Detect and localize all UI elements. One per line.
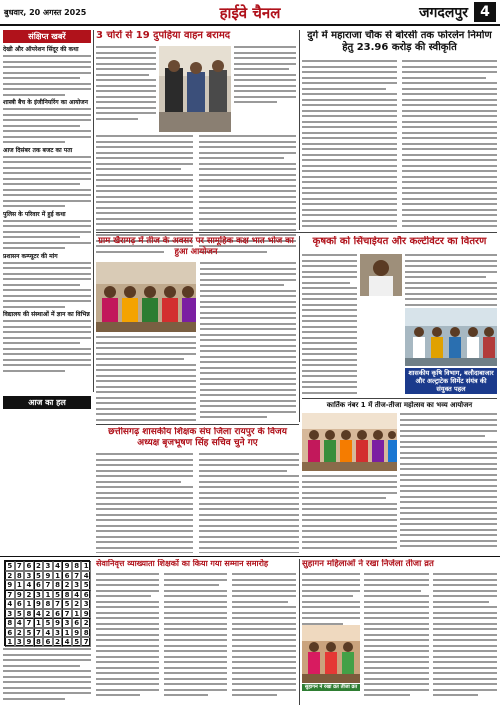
story-suhagan-body-c <box>433 573 497 700</box>
puzzle-title: आज का हल <box>3 396 91 409</box>
sudoku-cell: 9 <box>81 609 91 619</box>
sudoku-cell: 7 <box>5 590 15 600</box>
sudoku-cell: 5 <box>72 637 82 647</box>
sudoku-cell: 2 <box>72 599 82 609</box>
brief-headline-2: शास्त्री बैच के इंजीनियरिंग का आयोजन <box>3 99 88 106</box>
brief-headline-5: प्रशासन कम्प्यूटर की मांग <box>3 252 58 260</box>
story-teachers-headline: छत्तीसगढ़ शासकीय शिक्षक संघ जिला रायपुर के विजय अध्यक्ष बृजभूषण सिंह सचिव चुने गए <box>108 427 287 448</box>
story-vehicles-body-b <box>234 46 296 107</box>
row-rule <box>96 232 497 233</box>
sudoku-cell: 5 <box>81 580 91 590</box>
sudoku-cell: 3 <box>5 609 15 619</box>
page-number: 4 <box>474 2 496 22</box>
sudoku-cell: 7 <box>24 618 34 628</box>
row-rule <box>0 556 500 557</box>
story-farmers-photo <box>405 308 497 366</box>
brief-body-2 <box>3 108 91 143</box>
sudoku-cell: 1 <box>81 561 91 571</box>
story-farmers-body-a <box>302 254 357 396</box>
sudoku-cell: 5 <box>34 571 44 581</box>
story-suhagan-body-a <box>302 573 360 628</box>
story-suhagan-body-b <box>364 573 429 700</box>
sudoku-cell: 1 <box>34 618 44 628</box>
left-bottom-body <box>3 648 91 700</box>
sudoku-cell: 8 <box>34 637 44 647</box>
brief-body-6 <box>3 320 91 372</box>
column-rule <box>299 559 300 705</box>
left-bottom-text <box>3 648 91 704</box>
sudoku-cell: 1 <box>43 590 53 600</box>
story-karthik-headline: कार्तिक नंबर 1 में तीज-तीजा महोत्सव का भव्य आयोजन <box>326 401 473 409</box>
story-farmers-photo-small <box>360 254 402 296</box>
story-durg-headline: दुर्ग में महाराजा चौक से बोरसी तक फोरलेन निर्माण हेतु 23.96 करोड़ की स्वीकृति <box>307 30 492 53</box>
edition-city: जगदलपुर <box>419 5 468 21</box>
brief-body-4 <box>3 220 91 250</box>
sudoku-cell: 6 <box>53 609 63 619</box>
sudoku-cell: 8 <box>72 561 82 571</box>
story-retired-body-a <box>96 573 159 700</box>
sudoku-cell: 2 <box>24 590 34 600</box>
sudoku-cell: 6 <box>5 628 15 638</box>
brief-headline-4: पुलिस के परिवार में हुई कथा <box>3 210 66 218</box>
story-gram-body-b <box>96 336 196 422</box>
story-durg-body-b <box>402 60 497 230</box>
brief-column <box>3 30 91 392</box>
sudoku-cell: 3 <box>62 618 72 628</box>
story-suhagan-banner: सुहागन ने रखा व्रत तीजा व्रत <box>302 684 360 691</box>
story-karthik <box>302 401 497 551</box>
sudoku-cell: 8 <box>24 609 34 619</box>
newspaper-title: हाईवे चैनल <box>219 4 281 22</box>
sudoku-cell: 1 <box>5 637 15 647</box>
story-farmers-banner: शासकीय कृषि विभाग, बलौदाबाजार और अल्ट्राटेक सिमेंट संयंत्र की संयुक्त पहल <box>405 368 497 394</box>
sudoku-cell: 6 <box>34 580 44 590</box>
sudoku-cell: 3 <box>15 637 25 647</box>
sudoku-cell: 4 <box>5 599 15 609</box>
sudoku-cell: 2 <box>53 637 63 647</box>
sudoku-cell: 9 <box>15 590 25 600</box>
masthead <box>0 0 500 26</box>
row-rule <box>96 424 299 425</box>
sudoku-cell: 5 <box>43 618 53 628</box>
sudoku-cell: 9 <box>53 618 63 628</box>
brief-body-3 <box>3 156 91 208</box>
sudoku-cell: 6 <box>62 571 72 581</box>
story-teachers-body-a <box>96 453 193 553</box>
story-durg-road <box>302 30 497 230</box>
sudoku-cell: 5 <box>5 561 15 571</box>
sudoku-cell: 4 <box>53 561 63 571</box>
sudoku-cell: 5 <box>53 590 63 600</box>
brief-label: संक्षिप्त खबरें <box>3 30 91 43</box>
story-durg-body-a <box>302 60 397 230</box>
sudoku-cell: 2 <box>5 571 15 581</box>
sudoku-cell: 6 <box>72 618 82 628</box>
sudoku-cell: 2 <box>62 580 72 590</box>
story-farmers <box>302 236 497 396</box>
sudoku-cell: 3 <box>81 599 91 609</box>
sudoku-cell: 9 <box>34 599 44 609</box>
story-retired-headline: सेवानिवृत्त व्याख्याता शिक्षकों का किया गया सम्मान समारोह <box>96 559 269 568</box>
sudoku-cell: 1 <box>15 580 25 590</box>
sudoku-cell: 5 <box>24 628 34 638</box>
brief-headline-6: विद्यालय की संस्थाओं में ज्ञान का विभिन्न <box>3 311 90 318</box>
sudoku-cell: 9 <box>43 571 53 581</box>
puzzle-block <box>3 396 91 556</box>
sudoku-cell: 6 <box>15 599 25 609</box>
sudoku-cell: 7 <box>81 637 91 647</box>
story-karthik-body-a <box>400 413 497 551</box>
story-farmers-headline: कृषकों को सिंचाईयत और कल्टीवेटर का वितरण <box>312 236 487 247</box>
story-gram <box>96 236 296 422</box>
sudoku-cell: 1 <box>53 571 63 581</box>
issue-date: बुधवार, 20 अगस्त 2025 <box>4 8 87 17</box>
sudoku-cell: 4 <box>62 637 72 647</box>
story-retired-body-c <box>232 573 296 700</box>
sudoku-cell: 4 <box>34 609 44 619</box>
sudoku-cell: 1 <box>72 609 82 619</box>
sudoku-cell: 9 <box>72 628 82 638</box>
story-teachers-body-b <box>199 453 299 553</box>
sudoku-cell: 9 <box>24 637 34 647</box>
sudoku-cell: 8 <box>15 571 25 581</box>
sudoku-cell: 4 <box>72 590 82 600</box>
sudoku-cell: 7 <box>34 628 44 638</box>
sudoku-cell: 3 <box>34 590 44 600</box>
story-suhagan-photo <box>302 625 360 683</box>
brief-body-5 <box>3 262 91 308</box>
story-retired <box>96 559 296 705</box>
sudoku-cell: 8 <box>62 590 72 600</box>
story-teachers-union <box>96 427 299 553</box>
brief-headline-3: आज दिसंबर तक बजट का पता <box>3 146 73 154</box>
sudoku-cell: 9 <box>5 580 15 590</box>
sudoku-cell: 2 <box>15 628 25 638</box>
story-vehicles <box>96 30 296 260</box>
sudoku-cell: 3 <box>53 628 63 638</box>
sudoku-cell: 7 <box>43 580 53 590</box>
story-suhagan-headline: सुहागन महिलाओं ने रखा निर्जला तीजा व्रत <box>302 559 434 569</box>
sudoku-cell: 6 <box>81 590 91 600</box>
sudoku-cell: 4 <box>43 628 53 638</box>
sudoku-cell: 5 <box>15 609 25 619</box>
sudoku-cell: 8 <box>81 628 91 638</box>
story-gram-body-a <box>200 262 296 422</box>
brief-body-1 <box>3 55 91 96</box>
row-rule <box>302 398 497 399</box>
story-karthik-photo <box>302 413 397 471</box>
brief-headline-1: देखी और ऑपरेशन सिंदूर की कथा <box>3 46 79 53</box>
sudoku-cell: 4 <box>15 618 25 628</box>
story-karthik-body-b <box>302 475 397 551</box>
sudoku-cell: 7 <box>53 599 63 609</box>
sudoku-cell: 3 <box>24 571 34 581</box>
sudoku-cell: 8 <box>43 599 53 609</box>
sudoku-cell: 2 <box>43 609 53 619</box>
story-farmers-body-b <box>405 254 497 315</box>
sudoku-cell: 8 <box>5 618 15 628</box>
sudoku-cell: 7 <box>72 571 82 581</box>
sudoku-cell: 4 <box>24 580 34 590</box>
sudoku-cell: 1 <box>24 599 34 609</box>
sudoku-cell: 6 <box>43 637 53 647</box>
sudoku-grid <box>4 560 90 646</box>
story-vehicles-headline: 3 चोरों से 19 दुपहिया वाहन बरामद <box>96 30 231 41</box>
column-rule <box>93 30 94 392</box>
column-rule <box>299 30 300 230</box>
sudoku-cell: 2 <box>34 561 44 571</box>
sudoku-cell: 9 <box>62 561 72 571</box>
sudoku-cell: 7 <box>62 609 72 619</box>
story-vehicles-photo <box>159 46 231 132</box>
sudoku-cell: 7 <box>15 561 25 571</box>
sudoku-cell: 1 <box>62 628 72 638</box>
sudoku-cell: 4 <box>81 571 91 581</box>
story-gram-headline: ग्राम खैरागढ़ में तीज के अवसर पर सामूहिक कक्ष भात भोज का हुआ आयोजन <box>98 236 294 257</box>
story-gram-photo <box>96 262 196 332</box>
sudoku-cell: 2 <box>81 618 91 628</box>
sudoku-cell: 6 <box>24 561 34 571</box>
sudoku-cell: 5 <box>62 599 72 609</box>
sudoku-cell: 8 <box>53 580 63 590</box>
story-suhagan <box>302 559 497 705</box>
column-rule <box>299 236 300 422</box>
sudoku-cell: 3 <box>43 561 53 571</box>
sudoku-cell: 3 <box>72 580 82 590</box>
story-retired-body-b <box>164 573 227 700</box>
story-vehicles-body-a <box>96 46 156 123</box>
